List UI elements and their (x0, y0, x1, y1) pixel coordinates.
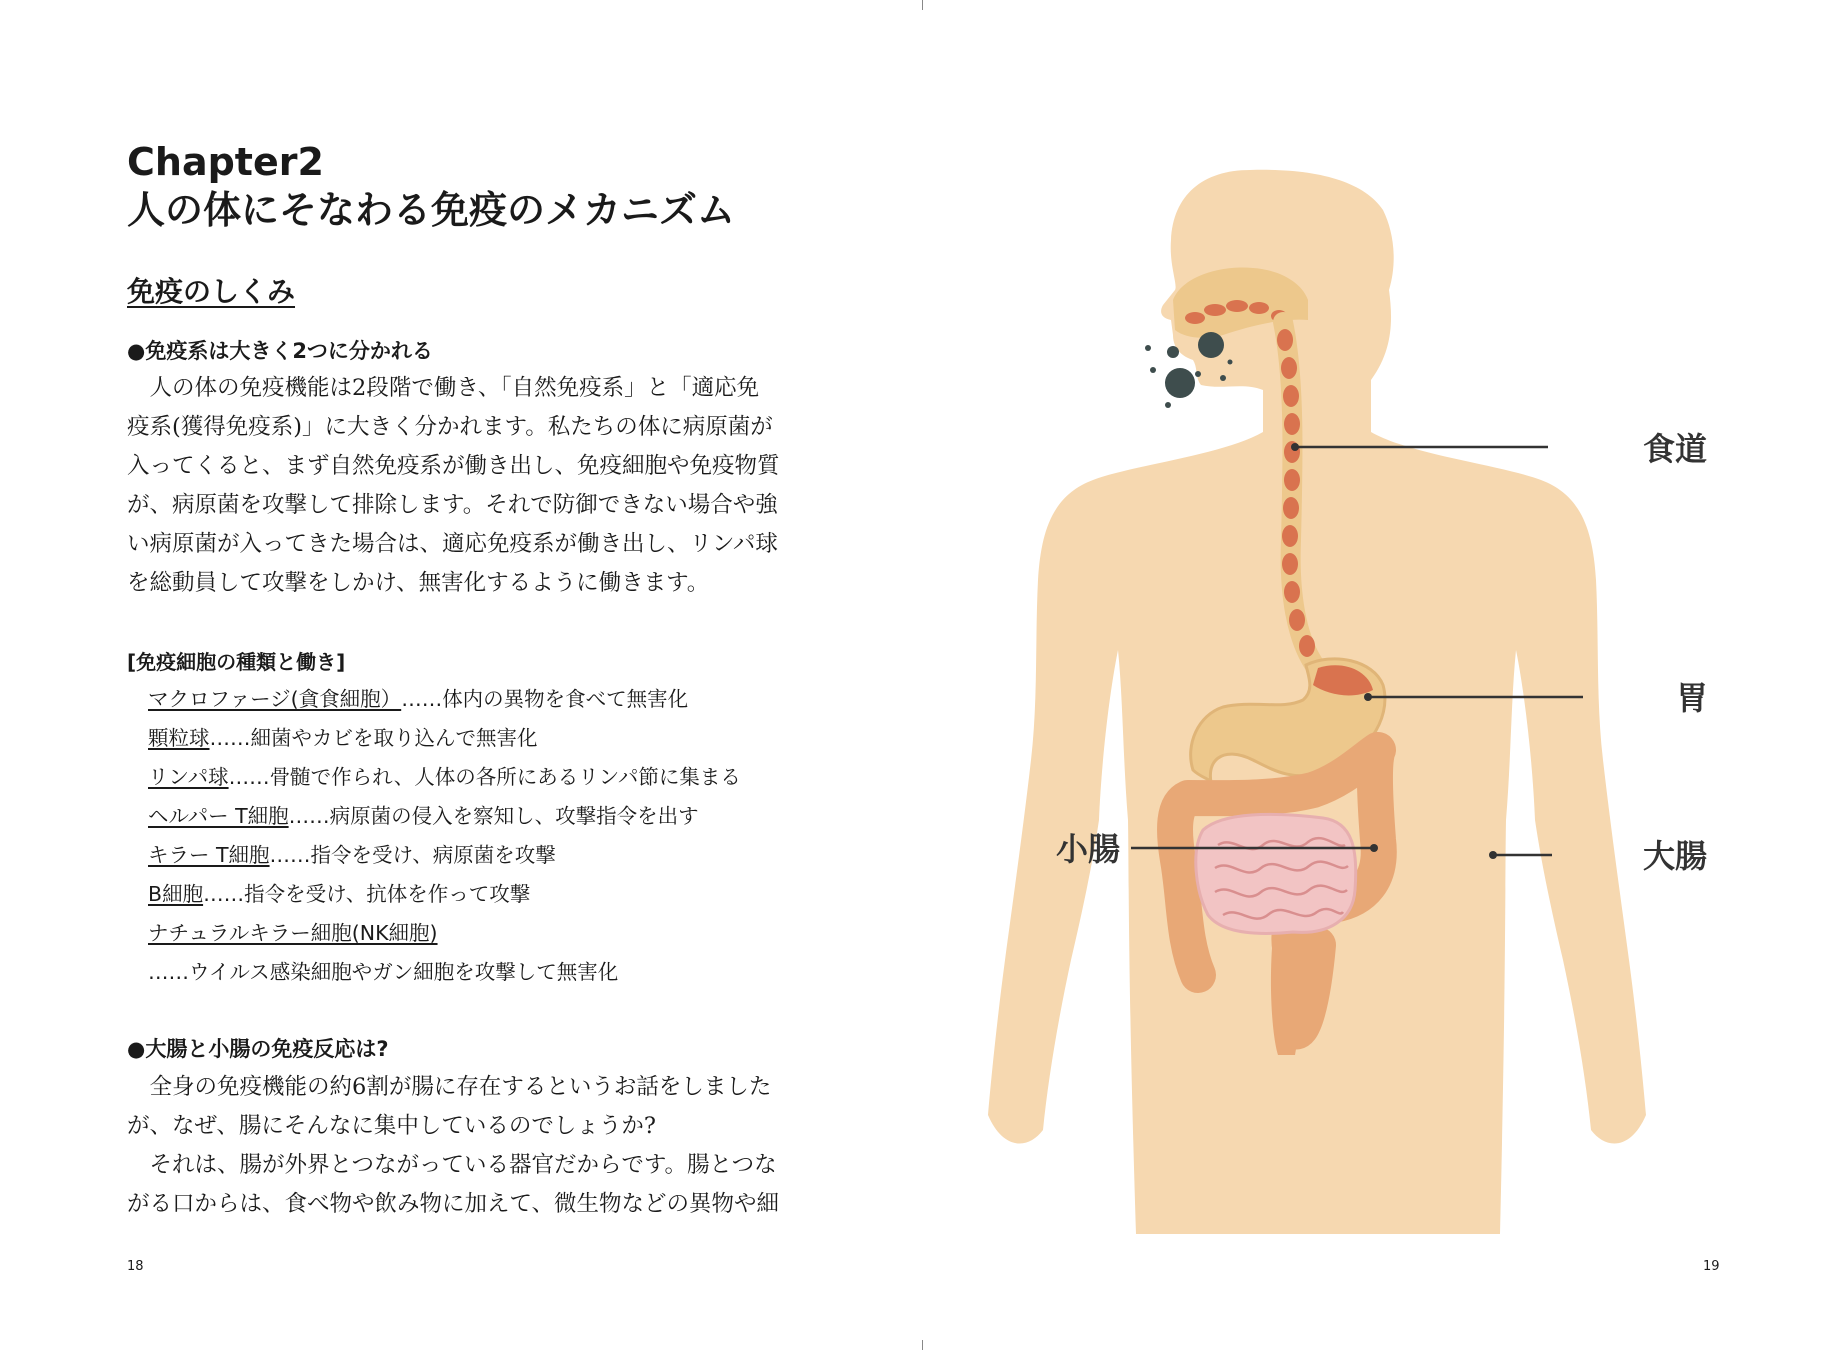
label-large-intestine: 大腸 (1643, 837, 1708, 875)
paragraph-line: が、病原菌を攻撃して排除します。それで防御できない場合や強 (127, 492, 778, 518)
cell-desc: ……細菌やカビを取り込んで無害化 (209, 726, 538, 750)
cell-desc: ……体内の異物を食べて無害化 (401, 687, 689, 711)
list-item (148, 680, 741, 719)
anatomy-illustration (923, 0, 1845, 1350)
left-page (0, 0, 922, 1350)
cell-name: リンパ球 (148, 765, 229, 789)
label-small-intestine: 小腸 (1056, 830, 1121, 868)
cell-desc: ……骨髄で作られ、人体の各所にあるリンパ節に集まる (228, 765, 741, 789)
paragraph-line: がる口からは、食べ物や飲み物に加えて、微生物などの異物や細 (127, 1191, 780, 1217)
label-esophagus: 食道 (1643, 430, 1708, 468)
list-item (148, 953, 741, 992)
list-item (148, 758, 741, 797)
chapter-label: Chapter2 (127, 140, 324, 184)
list-item (148, 914, 741, 953)
paragraph-line: 人の体の免疫機能は2段階で働き、「自然免疫系」と「適応免 (127, 375, 760, 401)
cell-desc: ……指令を受け、病原菌を攻撃 (269, 843, 556, 867)
cell-name: キラー T細胞 (148, 843, 270, 867)
paragraph-line: それは、腸が外界とつながっている器官だからです。腸とつな (127, 1152, 777, 1178)
page-number-right: 19 (1703, 1259, 1720, 1274)
cell-desc: ……指令を受け、抗体を作って攻撃 (203, 882, 531, 906)
cell-name: マクロファージ(貪食細胞） (148, 687, 402, 711)
right-page (923, 0, 1845, 1350)
cell-desc: ……病原菌の侵入を察知し、攻撃指令を出す (288, 804, 699, 828)
cell-name: ナチュラルキラー細胞(NK細胞) (148, 921, 438, 945)
cells-heading: [免疫細胞の種類と働き] (127, 650, 346, 674)
paragraph-line: を総動員して攻撃をしかけ、無害化するように働きます。 (127, 570, 710, 596)
paragraph-immune-systems (127, 369, 807, 603)
cell-name: B細胞 (148, 882, 204, 906)
paragraph-line: 入ってくると、まず自然免疫系が働き出し、免疫細胞や免疫物質 (127, 453, 780, 479)
list-item (148, 836, 741, 875)
list-item (148, 719, 741, 758)
list-item (148, 797, 741, 836)
cell-name: 顆粒球 (148, 726, 210, 750)
paragraph-line: い病原菌が入ってきた場合は、適応免疫系が働き出し、リンパ球 (127, 531, 778, 557)
section-title: 免疫のしくみ (127, 275, 296, 308)
chapter-title: 人の体にそなわる免疫のメカニズム (127, 188, 736, 232)
cell-desc: ……ウイルス感染細胞やガン細胞を攻撃して無害化 (148, 960, 619, 984)
paragraph-line: 疫系(獲得免疫系)」に大きく分かれます。私たちの体に病原菌が (127, 414, 773, 440)
small-intestine (1196, 814, 1356, 933)
subhead-intestine-immunity: ●大腸と小腸の免疫反応は? (127, 1037, 389, 1061)
page-number-left: 18 (127, 1259, 144, 1274)
paragraph-intestine-immunity (127, 1068, 807, 1224)
paragraph-line: が、なぜ、腸にそんなに集中しているのでしょうか? (127, 1113, 656, 1139)
subhead-immune-systems: ●免疫系は大きく2つに分かれる (127, 339, 433, 363)
cell-name: ヘルパー T細胞 (148, 804, 289, 828)
immune-cell-list (148, 680, 741, 992)
list-item (148, 875, 741, 914)
paragraph-line: 全身の免疫機能の約6割が腸に存在するというお話をしました (127, 1074, 772, 1100)
label-stomach: 胃 (1676, 679, 1709, 717)
